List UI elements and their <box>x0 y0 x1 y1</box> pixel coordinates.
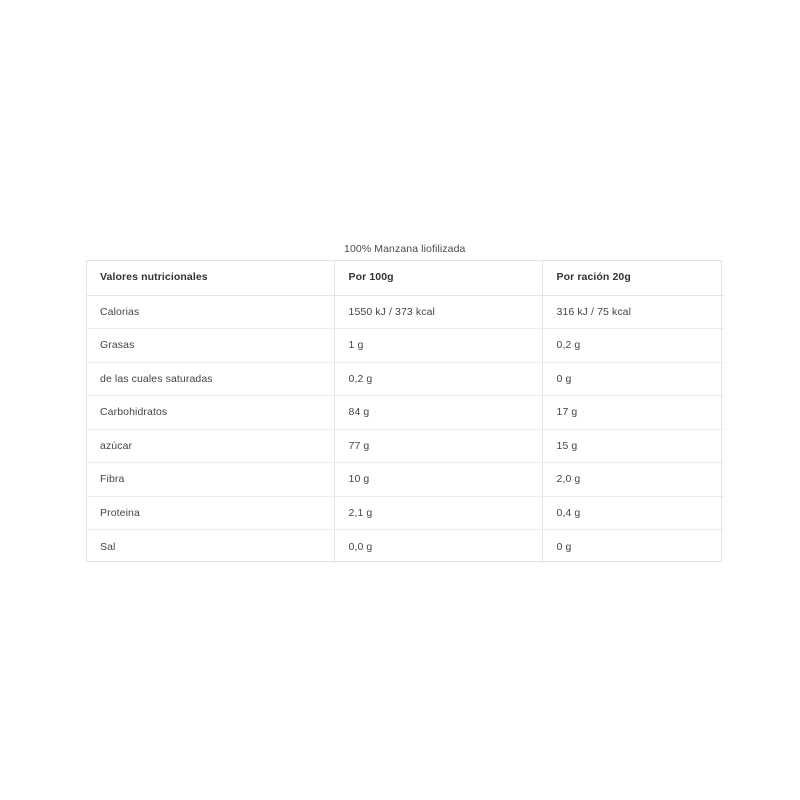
table-row <box>86 329 724 363</box>
table-row <box>86 362 724 396</box>
row-value-per-100g: 10 g <box>334 463 542 497</box>
row-value-per-100g: 84 g <box>334 396 542 430</box>
nutrition-table-container <box>86 260 724 563</box>
table-body <box>86 295 724 563</box>
row-label: Fibra <box>86 463 334 497</box>
table-header <box>86 260 724 295</box>
table-row <box>86 295 724 329</box>
table-row <box>86 396 724 430</box>
row-label: Calorias <box>86 295 334 329</box>
row-value-per-100g: 2,1 g <box>334 496 542 530</box>
product-caption: 100% Manzana liofilizada <box>344 243 466 255</box>
table-header-row <box>86 260 724 295</box>
row-value-per-portion: 0 g <box>556 540 572 553</box>
row-value-per-100g: 1 g <box>334 329 542 363</box>
table-row <box>86 496 724 530</box>
row-value-per-100g: 1550 kJ / 373 kcal <box>334 295 542 329</box>
row-label: Carbohidratos <box>86 396 334 430</box>
column-header-per-100g: Por 100g <box>334 260 542 295</box>
table-row <box>86 429 724 463</box>
row-label: Grasas <box>86 329 334 363</box>
row-label: azúcar <box>86 429 334 463</box>
row-value-per-portion: 0 g <box>542 362 724 396</box>
column-header-label: Valores nutricionales <box>86 260 334 295</box>
row-label: Sal <box>86 530 334 564</box>
row-value-per-portion: 316 kJ / 75 kcal <box>542 295 724 329</box>
row-label: de las cuales saturadas <box>86 362 334 396</box>
row-value-per-100g: 0,2 g <box>334 362 542 396</box>
row-value-per-portion: 15 g <box>542 429 724 463</box>
row-value-per-portion: 0,4 g <box>542 496 724 530</box>
row-value-per-portion: 17 g <box>542 396 724 430</box>
table-row <box>86 530 724 564</box>
row-value-per-portion: 0,2 g <box>542 329 724 363</box>
nutrition-table <box>86 260 724 563</box>
row-value-per-portion: 2,0 g <box>542 463 724 497</box>
row-value-per-100g: 0,0 g <box>334 530 542 564</box>
row-value-per-100g: 77 g <box>334 429 542 463</box>
row-label: Proteina <box>86 496 334 530</box>
table-row <box>86 463 724 497</box>
column-header-per-portion: Por ración 20g <box>542 260 724 295</box>
